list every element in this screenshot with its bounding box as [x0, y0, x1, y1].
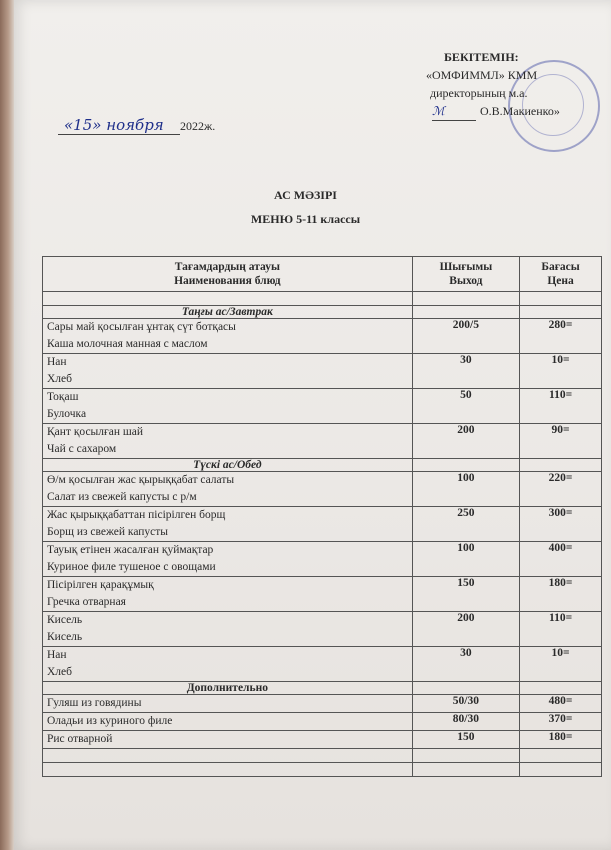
- header-price: [520, 257, 602, 292]
- dish-yield: 150: [412, 577, 519, 612]
- table-row: [43, 389, 602, 424]
- section-label: Дополнительно: [43, 682, 413, 695]
- dish-price: 400=: [520, 542, 602, 577]
- menu-table: [42, 256, 602, 777]
- dish-ru: Борщ из свежей капусты: [47, 526, 169, 538]
- dish-ru: Чай с сахаром: [47, 443, 117, 455]
- table-row: [43, 424, 602, 459]
- section-extra: [43, 682, 602, 695]
- table-row: [43, 354, 602, 389]
- dish-yield: 200: [412, 424, 519, 459]
- dish-price: 10=: [520, 647, 602, 682]
- table-row: [43, 577, 602, 612]
- header-name-kz: Тағамдардың атауы: [174, 261, 280, 273]
- dish-kz: Қант қосылған шай: [47, 426, 143, 438]
- dish-ru: Булочка: [47, 408, 87, 420]
- table-row: [43, 319, 602, 354]
- section-label: Түскі ас/Обед: [43, 459, 413, 472]
- dish-ru: Гречка отварная: [47, 596, 126, 608]
- dish-ru: Хлеб: [47, 666, 72, 678]
- title-ru: МЕНЮ 5-11 классы: [250, 212, 361, 226]
- table-row: [43, 612, 602, 647]
- header-row: [43, 257, 602, 292]
- dish-name: Гуляш из говядины: [43, 695, 413, 713]
- dish-yield: 80/30: [412, 713, 519, 731]
- title-kz: АС МӘЗІРІ: [274, 188, 337, 202]
- dish-ru: Каша молочная манная с маслом: [47, 338, 208, 350]
- dish-kz: Кисель: [47, 614, 83, 626]
- dish-price: 90=: [520, 424, 602, 459]
- dish-price: 300=: [520, 507, 602, 542]
- table-row: [43, 731, 602, 749]
- dish-price: 480=: [520, 695, 602, 713]
- empty-row: [43, 763, 602, 777]
- dish-yield: 100: [412, 472, 519, 507]
- section-breakfast: [43, 306, 602, 319]
- approval-role: директорының м.а.: [430, 86, 528, 100]
- header-price-kz: Бағасы: [541, 261, 580, 273]
- dish-price: 180=: [520, 731, 602, 749]
- dish-price: 10=: [520, 354, 602, 389]
- dish-yield: 200: [412, 612, 519, 647]
- section-lunch: [43, 459, 602, 472]
- header-price-ru: Цена: [547, 275, 574, 287]
- dish-ru: Кисель: [47, 631, 83, 643]
- dish-yield: 200/5: [412, 319, 519, 354]
- dish-price: 280=: [520, 319, 602, 354]
- table-row: [43, 713, 602, 731]
- approval-org: «ОМФИММЛ» КММ: [426, 68, 538, 82]
- dish-kz: Тоқаш: [47, 391, 79, 403]
- dish-yield: 150: [412, 731, 519, 749]
- photo-edge: [0, 0, 14, 850]
- dish-kz: Ө/м қосылған жас қырыққабат салаты: [47, 474, 235, 486]
- dish-yield: 50: [412, 389, 519, 424]
- dish-name: Рис отварной: [43, 731, 413, 749]
- dish-kz: Тауық етінен жасалған қуймақтар: [47, 544, 214, 556]
- signature: ℳ: [432, 102, 476, 121]
- table-row: [43, 507, 602, 542]
- dish-ru: Хлеб: [47, 373, 72, 385]
- dish-kz: Нан: [47, 649, 67, 661]
- dish-yield: 30: [412, 354, 519, 389]
- header-name: [43, 257, 413, 292]
- header-yield: [412, 257, 519, 292]
- approval-title: БЕКІТЕМІН:: [444, 50, 519, 64]
- dish-yield: 50/30: [412, 695, 519, 713]
- dish-kz: Сары май қосылған ұнтақ сүт ботқасы: [47, 321, 236, 333]
- header-name-ru: Наименования блюд: [174, 275, 281, 287]
- table-row: [43, 695, 602, 713]
- section-label: Таңғы ас/Завтрак: [43, 306, 413, 319]
- date-year: 2022ж.: [180, 119, 216, 133]
- dish-yield: 30: [412, 647, 519, 682]
- dish-price: 110=: [520, 612, 602, 647]
- dish-price: 370=: [520, 713, 602, 731]
- dish-ru: Салат из свежей капусты с р/м: [47, 491, 197, 503]
- dish-price: 110=: [520, 389, 602, 424]
- header-yield-ru: Выход: [449, 275, 483, 287]
- table-row: [43, 472, 602, 507]
- dish-kz: Жас қырыққабаттан пісірілген борщ: [47, 509, 226, 521]
- empty-row: [43, 749, 602, 763]
- approval-block: [426, 48, 606, 121]
- table-row: [43, 647, 602, 682]
- approval-signer: О.В.Макиенко»: [480, 104, 560, 118]
- approval-signature-line: [426, 102, 606, 121]
- dish-yield: 250: [412, 507, 519, 542]
- dish-kz: Пісірілген қарақұмық: [47, 579, 154, 591]
- dish-ru: Куриное филе тушеное с овощами: [47, 561, 216, 573]
- table-row: [43, 542, 602, 577]
- dish-price: 220=: [520, 472, 602, 507]
- header-yield-kz: Шығымы: [439, 261, 493, 273]
- dish-kz: Нан: [47, 356, 67, 368]
- date-handwritten: «15» ноября: [58, 116, 180, 135]
- dish-yield: 100: [412, 542, 519, 577]
- date-line: [58, 116, 215, 135]
- spacer-row: [43, 292, 602, 306]
- dish-name: Оладьи из куриного филе: [43, 713, 413, 731]
- dish-price: 180=: [520, 577, 602, 612]
